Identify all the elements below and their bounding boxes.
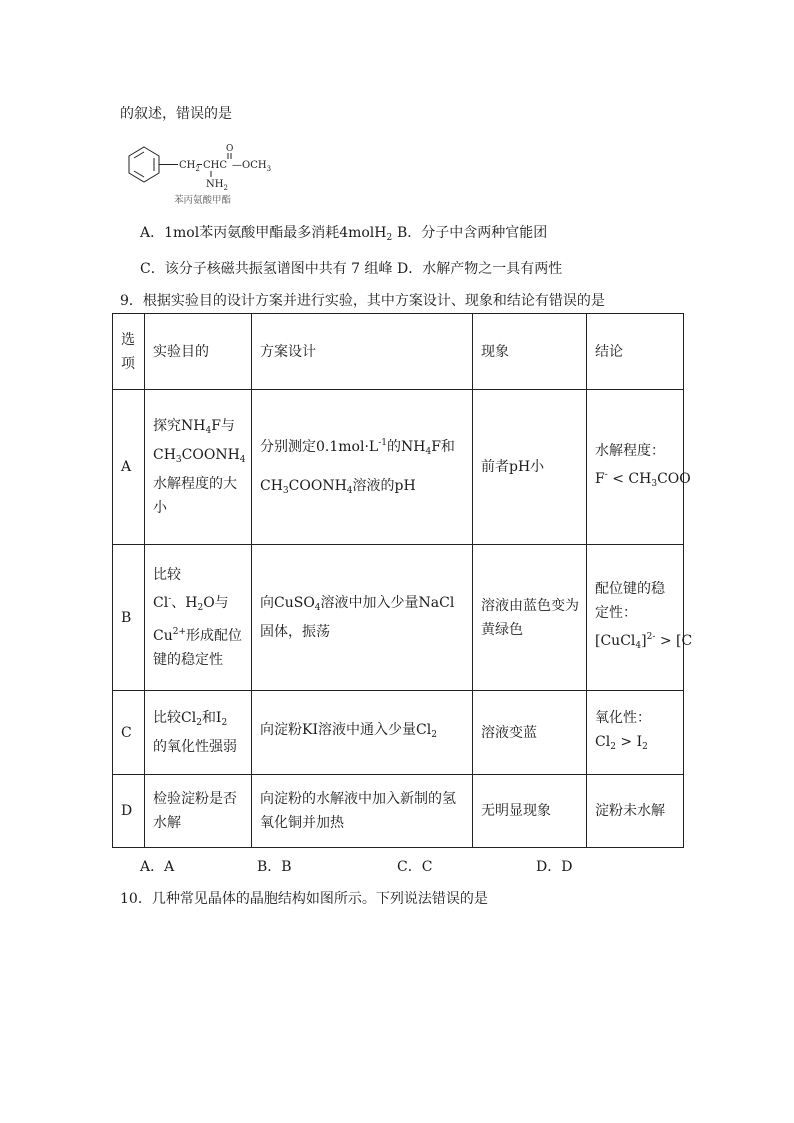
- table-row-a: [113, 390, 684, 545]
- row-d-design: 向淀粉的水解液中加入新制的氢 氧化铜并加热: [252, 775, 473, 848]
- q9-stem: 9．根据实验目的设计方案并进行实验，其中方案设计、现象和结论有错误的是: [120, 293, 605, 309]
- row-b-design: 向CuSO$_4$溶液中加入少量NaCl 固体，振荡: [252, 545, 473, 691]
- header-option: 选 项: [113, 314, 145, 390]
- svg-text:O: O: [226, 144, 234, 154]
- row-c-conclusion: 氧化性： $Cl_2 > I_2$: [587, 691, 684, 775]
- q8-option-b: B．分子中含两种官能团: [397, 225, 548, 241]
- header-purpose: 实验目的: [145, 314, 252, 390]
- phenylalanine-methyl-ester-structure: [122, 140, 292, 210]
- row-a-phenomenon: 前者pH小: [473, 390, 587, 545]
- table-row-b: [113, 545, 684, 691]
- q8-option-d: D．水解产物之一具有两性: [397, 261, 563, 277]
- header-conclusion: 结论: [587, 314, 684, 390]
- row-b-phenomenon: 溶液由蓝色变为 黄绿色: [473, 545, 587, 691]
- q9-answer-option-b: B．B: [257, 859, 292, 875]
- benzene-ring-icon: [129, 147, 159, 182]
- row-a-label: A: [113, 390, 145, 545]
- row-c-phenomenon: 溶液变蓝: [473, 691, 587, 775]
- row-c-label: C: [113, 691, 145, 775]
- q8-stem-tail: 的叙述，错误的是: [120, 106, 232, 122]
- q10-stem: 10．几种常见晶体的晶胞结构如图所示。下列说法错误的是: [120, 891, 488, 907]
- q9-answer-option-c: C．C: [397, 859, 433, 875]
- row-d-phenomenon: 无明显现象: [473, 775, 587, 848]
- q8-option-c: C．该分子核磁共振氢谱图中共有 7 组峰: [140, 261, 393, 277]
- row-b-label: B: [113, 545, 145, 691]
- svg-text:NH2: $NH_2$: [206, 179, 228, 192]
- row-c-design: 向淀粉KI溶液中通入少量$Cl_2$: [252, 691, 473, 775]
- svg-text:—OCH3: $—OCH_3$: [232, 160, 272, 173]
- row-a-design: 分别测定$0.1mol\cdot L^{-1}$的$NH_4F$和 $CH_3COONH_4$溶液的pH: [252, 390, 473, 545]
- row-d-label: D: [113, 775, 145, 848]
- header-design: 方案设计: [252, 314, 473, 390]
- row-a-purpose: 探究$NH_4F$与 $CH_3COONH_4$ 水解程度的大 小: [145, 390, 252, 545]
- row-b-conclusion: 配位键的稳 定性： [CuCl$_4$]$^{2-}$ > [C: [587, 545, 684, 691]
- table-row-d: [113, 775, 684, 848]
- svg-text:CH2: $CH_2$: [179, 160, 200, 173]
- row-a-conclusion: 水解程度： $F^- < CH_3COO$: [587, 390, 684, 545]
- header-phenomenon: 现象: [473, 314, 587, 390]
- table-header-row: [113, 314, 684, 390]
- row-b-purpose: 比较 Cl-、$H_2O$与 $Cu^{2+}$形成配位 键的稳定性: [145, 545, 252, 691]
- row-d-purpose: 检验淀粉是否 水解: [145, 775, 252, 848]
- row-c-purpose: 比较$Cl_2$和$I_2$ 的氧化性强弱: [145, 691, 252, 775]
- q9-experiment-table: [112, 313, 693, 848]
- table-row-c: [113, 691, 684, 775]
- row-d-conclusion: 淀粉未水解: [587, 775, 684, 848]
- q8-option-a: A．1mol苯丙氨酸甲酯最多消耗4molH$_2$: [140, 225, 393, 243]
- q9-answer-option-d: D．D: [536, 859, 573, 875]
- svg-text:苯丙氨酸甲酯: 苯丙氨酸甲酯: [174, 195, 232, 206]
- svg-text:CHC: CHC: [203, 160, 228, 171]
- q9-answer-option-a: A．A: [140, 859, 175, 875]
